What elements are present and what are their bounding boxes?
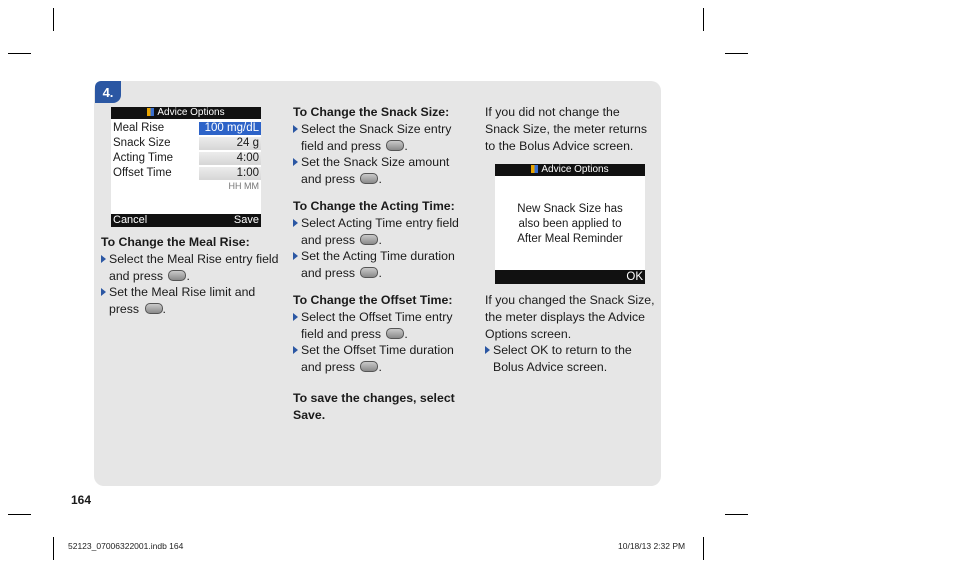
bullet-triangle-icon [101, 288, 106, 296]
crop-mark [8, 514, 31, 515]
instruction-item: Set the Meal Rise limit and press . [101, 284, 281, 318]
message-line: also been applied to [518, 218, 622, 230]
instruction-text: Set the Offset Time duration and press [301, 343, 454, 375]
crop-mark [53, 8, 54, 31]
message-line: New Snack Size has [517, 203, 623, 215]
crop-mark [8, 53, 31, 54]
setting-row-acting-time[interactable] [113, 151, 261, 166]
bullet-triangle-icon [485, 346, 490, 354]
bullet-triangle-icon [293, 125, 298, 133]
button-key-icon [386, 140, 404, 151]
soft-key-bar [495, 270, 645, 284]
column-result [485, 104, 655, 154]
flag-icon [147, 108, 154, 116]
screen-title-bar [495, 164, 645, 176]
save-instruction: To save the changes, select Save. [293, 390, 455, 422]
instruction-text: Select the Meal Rise entry field and press [109, 251, 279, 283]
bullet-triangle-icon [293, 219, 298, 227]
setting-row-meal-rise[interactable] [113, 121, 261, 136]
setting-label: Acting Time [113, 152, 174, 164]
crop-mark [53, 537, 54, 560]
paragraph: If you changed the Snack Size, the meter displays the Advice Options screen. [485, 293, 655, 341]
confirmation-message [495, 202, 645, 247]
section-heading: To Change the Meal Rise: [101, 235, 250, 249]
column-meal-rise [101, 234, 281, 318]
section-heading: To Change the Acting Time: [293, 198, 455, 213]
crop-mark [725, 53, 748, 54]
column-result-lower [485, 292, 655, 376]
instruction-text: Select the Snack Size entry field and press [301, 121, 452, 153]
setting-value[interactable]: 24 g [199, 137, 261, 150]
button-key-icon [360, 173, 378, 184]
button-key-icon [145, 303, 163, 314]
instruction-item: Set the Offset Time duration and press . [293, 342, 473, 376]
paragraph: If you did not change the Snack Size, the meter returns to the Bolus Advice screen. [485, 105, 647, 153]
cancel-soft-key[interactable]: Cancel [113, 214, 148, 226]
setting-label: Offset Time [113, 167, 172, 179]
instruction-text: Set the Meal Rise limit and press [109, 285, 256, 317]
instruction-item: Select Acting Time entry field and press . [293, 215, 473, 249]
column-snack-acting-offset [293, 104, 473, 424]
instruction-text: Select Acting Time entry field and press [301, 215, 459, 247]
soft-key-bar [111, 214, 261, 227]
instruction-text: Select the Offset Time entry field and press [301, 309, 453, 341]
page-number: 164 [71, 493, 92, 507]
section-heading: To Change the Offset Time: [293, 292, 453, 307]
setting-row-offset-time[interactable] [113, 166, 261, 181]
step-number-badge: 4. [95, 81, 121, 103]
button-key-icon [168, 270, 186, 281]
crop-mark [703, 8, 704, 31]
section-heading: To Change the Snack Size: [293, 105, 450, 119]
file-slug: 52123_07006322001.indb 164 [68, 541, 184, 551]
screen-title: Advice Options [541, 164, 609, 175]
setting-row-snack-size[interactable] [113, 136, 261, 151]
bullet-triangle-icon [293, 346, 298, 354]
instruction-text: Set the Snack Size amount and press [301, 155, 450, 187]
setting-value[interactable]: 100 mg/dL [199, 122, 261, 135]
instruction-text: Set the Acting Time duration and press [301, 249, 455, 281]
print-timestamp: 10/18/13 2:32 PM [618, 541, 686, 551]
crop-mark [725, 514, 748, 515]
instruction-item: Set the Acting Time duration and press . [293, 248, 473, 282]
bullet-triangle-icon [101, 255, 106, 263]
instruction-text: Select OK to return to the Bolus Advice screen. [493, 343, 632, 375]
button-key-icon [360, 267, 378, 278]
bullet-triangle-icon [293, 313, 298, 321]
button-key-icon [360, 361, 378, 372]
instruction-item: Select the Offset Time entry field and press . [293, 309, 473, 343]
setting-value[interactable]: 4:00 [199, 152, 261, 165]
setting-value[interactable]: 1:00 [199, 167, 261, 180]
message-line: After Meal Reminder [517, 233, 623, 245]
bullet-triangle-icon [293, 252, 298, 260]
button-key-icon [360, 234, 378, 245]
flag-icon [531, 165, 538, 173]
instruction-item: Select the Snack Size entry field and press . [293, 121, 473, 155]
meter-screen-advice-options [111, 107, 261, 227]
setting-label: Meal Rise [113, 122, 165, 134]
screen-title: Advice Options [157, 107, 225, 118]
instruction-item [485, 342, 655, 376]
save-soft-key[interactable]: Save [233, 214, 259, 226]
instruction-item: Select the Meal Rise entry field and press . [101, 251, 281, 285]
ok-soft-key[interactable]: OK [626, 271, 643, 283]
crop-mark [703, 537, 704, 560]
instruction-item: Set the Snack Size amount and press . [293, 154, 473, 188]
bullet-triangle-icon [293, 158, 298, 166]
screen-title-bar [111, 107, 261, 119]
time-format-hint: HH MM [228, 181, 259, 191]
button-key-icon [386, 328, 404, 339]
meter-screen-confirmation [495, 164, 645, 284]
setting-label: Snack Size [113, 137, 171, 149]
